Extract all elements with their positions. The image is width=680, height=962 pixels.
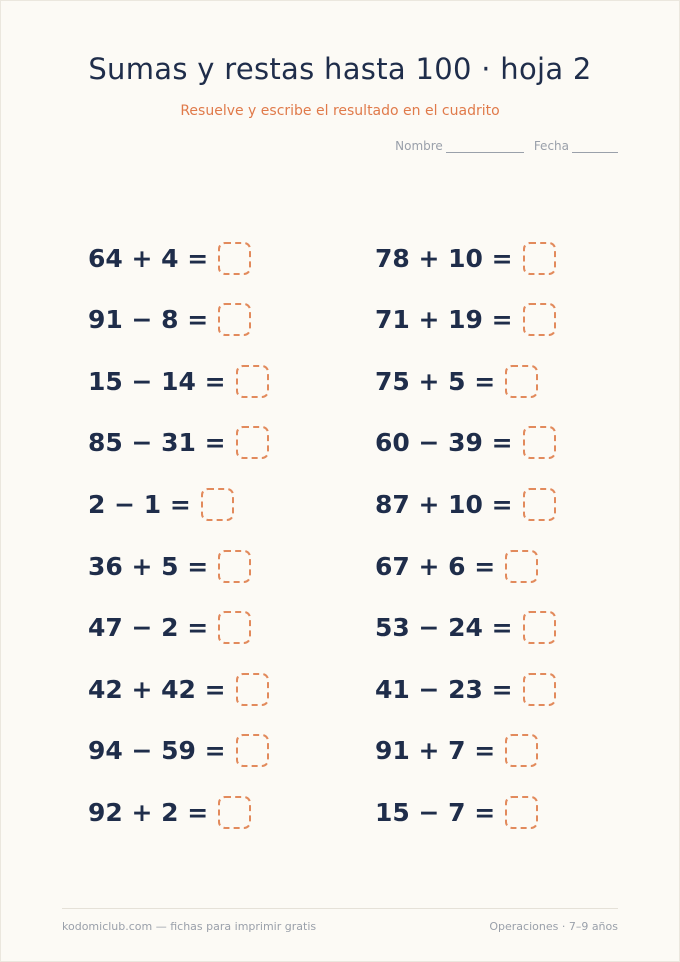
exercise-expression: 94 − 59 = [88,736,226,766]
answer-box[interactable] [201,488,234,521]
exercise-expression: 71 + 19 = [375,305,513,335]
exercise-expression: 75 + 5 = [375,366,496,396]
answer-box[interactable] [523,242,556,275]
exercise-row [88,794,251,830]
answer-box[interactable] [505,550,538,583]
answer-box[interactable] [218,611,251,644]
exercise-row [375,671,556,707]
exercise-row [375,733,538,769]
exercise-row [88,486,234,522]
exercise-row [88,240,251,276]
exercise-row [88,302,251,338]
name-blank-line[interactable] [446,140,524,153]
exercise-expression: 42 + 42 = [88,674,226,704]
answer-box[interactable] [218,550,251,583]
answer-box[interactable] [523,488,556,521]
exercise-row [88,363,269,399]
worksheet-subtitle: Resuelve y escribe el resultado en el cuadrito [180,103,500,119]
student-info [395,139,618,153]
answer-box[interactable] [218,796,251,829]
answer-box[interactable] [236,426,269,459]
answer-box[interactable] [523,673,556,706]
exercise-expression: 36 + 5 = [88,551,209,581]
footer-site-credit: kodomiclub.com — fichas para imprimir gratis [62,920,317,933]
answer-box[interactable] [218,242,251,275]
exercise-expression: 67 + 6 = [375,551,496,581]
exercise-row [88,548,251,584]
footer-divider [62,908,618,909]
date-label: Fecha [533,139,569,153]
exercise-expression: 15 − 14 = [88,366,226,396]
answer-box[interactable] [523,611,556,644]
exercise-row [375,425,556,461]
exercise-expression: 64 + 4 = [88,243,209,273]
exercise-row [375,363,538,399]
answer-box[interactable] [505,796,538,829]
exercise-expression: 78 + 10 = [375,243,513,273]
answer-box[interactable] [523,303,556,336]
exercise-row [375,302,556,338]
exercise-expression: 15 − 7 = [375,797,496,827]
answer-box[interactable] [505,365,538,398]
exercise-expression: 87 + 10 = [375,489,513,519]
answer-box[interactable] [218,303,251,336]
exercise-expression: 91 − 8 = [88,305,209,335]
exercise-expression: 92 + 2 = [88,797,209,827]
exercise-expression: 85 − 31 = [88,428,226,458]
footer-category: Operaciones · 7–9 años [489,920,618,933]
exercise-expression: 60 − 39 = [375,428,513,458]
worksheet-title: Sumas y restas hasta 100 · hoja 2 [88,52,592,86]
name-label: Nombre [395,139,443,153]
exercise-row [88,671,269,707]
answer-box[interactable] [236,734,269,767]
exercise-row [375,794,538,830]
exercise-row [375,486,556,522]
exercise-row [88,733,269,769]
name-field[interactable] [395,139,524,153]
exercise-expression: 53 − 24 = [375,613,513,643]
exercise-expression: 41 − 23 = [375,674,513,704]
exercise-row [375,610,556,646]
answer-box[interactable] [236,673,269,706]
exercise-expression: 47 − 2 = [88,613,209,643]
exercise-row [88,425,269,461]
answer-box[interactable] [523,426,556,459]
exercise-row [375,240,556,276]
date-blank-line[interactable] [572,140,618,153]
answer-box[interactable] [505,734,538,767]
exercise-row [375,548,538,584]
exercise-row [88,610,251,646]
exercise-expression: 2 − 1 = [88,489,191,519]
exercise-expression: 91 + 7 = [375,736,496,766]
answer-box[interactable] [236,365,269,398]
date-field[interactable] [534,139,618,153]
